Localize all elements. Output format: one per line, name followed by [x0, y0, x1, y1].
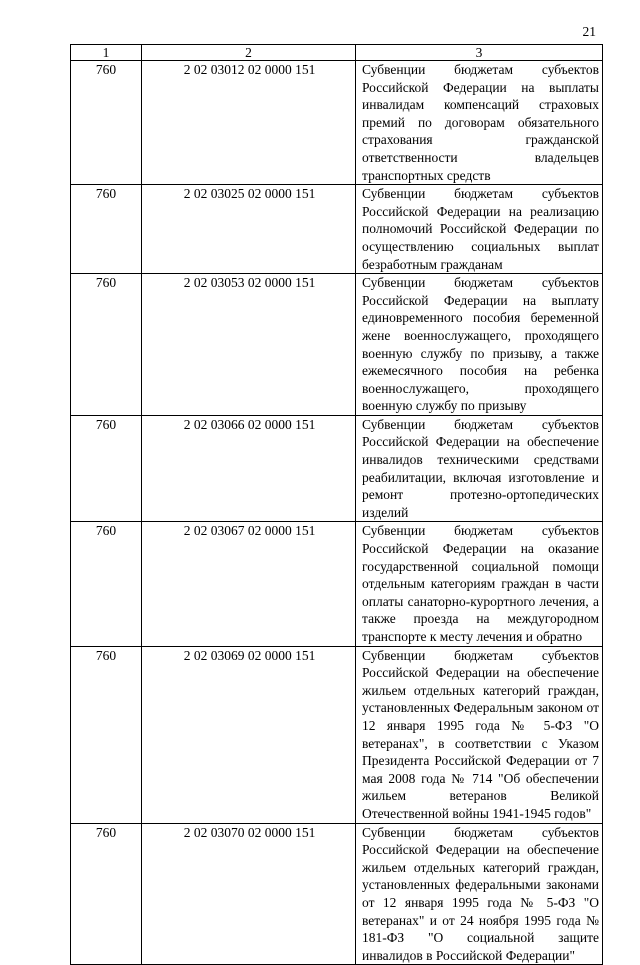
table-row [71, 61, 603, 185]
admin-code-cell: 760 [71, 522, 142, 646]
budget-code-cell: 2 02 03066 02 0000 151 [142, 415, 356, 522]
table-body [71, 61, 603, 965]
admin-code-cell: 760 [71, 823, 142, 965]
table-header [71, 45, 603, 61]
revenue-name-cell: Субвенции бюджетам субъектов Российской Федерации на выплату единовременного пособия беременной жене военнослужащего, проходящего военную службу по призыву, а также ежемесячного пособия на ребенка военнослужащего, проходящего военную службу по призыву [356, 274, 603, 416]
header-col-1: 1 [71, 45, 142, 61]
budget-code-cell: 2 02 03012 02 0000 151 [142, 61, 356, 185]
admin-code-cell: 760 [71, 274, 142, 416]
revenue-name-cell: Субвенции бюджетам субъектов Российской Федерации на обеспечение инвалидов техническими средствами реабилитации, включая изготовление и ремонт протезно-ортопедических изделий [356, 415, 603, 522]
admin-code-cell: 760 [71, 61, 142, 185]
table-row [71, 522, 603, 646]
budget-code-cell: 2 02 03069 02 0000 151 [142, 646, 356, 823]
budget-code-cell: 2 02 03067 02 0000 151 [142, 522, 356, 646]
table-row [71, 274, 603, 416]
revenue-name-cell: Субвенции бюджетам субъектов Российской Федерации на выплаты инвалидам компенсаций страховых премий по договорам обязательного страхования гражданской ответственности владельцев транспортных средств [356, 61, 603, 185]
revenue-name-cell: Субвенции бюджетам субъектов Российской Федерации на обеспечение жильем отдельных категорий граждан, установленных федеральными законами от 12 января 1995 года № 5-ФЗ "О ветеранах" и от 24 ноября 1995 года № 181-ФЗ "О социальной защите инвалидов в Российской Федерации" [356, 823, 603, 965]
table-row [71, 415, 603, 522]
admin-code-cell: 760 [71, 646, 142, 823]
admin-code-cell: 760 [71, 415, 142, 522]
header-col-3: 3 [356, 45, 603, 61]
budget-code-cell: 2 02 03070 02 0000 151 [142, 823, 356, 965]
revenue-name-cell: Субвенции бюджетам субъектов Российской Федерации на оказание государственной социальной помощи отдельным категориям граждан в части оплаты санаторно-курортного лечения, а также проезда на междугородном транспорте к месту лечения и обратно [356, 522, 603, 646]
header-col-2: 2 [142, 45, 356, 61]
budget-code-cell: 2 02 03025 02 0000 151 [142, 185, 356, 274]
revenue-name-cell: Субвенции бюджетам субъектов Российской Федерации на обеспечение жильем отдельных категорий граждан, установленных Федеральным законом от 12 января 1995 года № 5-ФЗ "О ветеранах", в соответствии с Указом Президента Российской Федерации от 7 мая 2008 года № 714 "Об обеспечении жильем ветеранов Великой Отечественной войны 1941-1945 годов" [356, 646, 603, 823]
table-row [71, 185, 603, 274]
table-row [71, 646, 603, 823]
page-number: 21 [582, 24, 596, 39]
budget-code-cell: 2 02 03053 02 0000 151 [142, 274, 356, 416]
table-header-row [71, 45, 603, 61]
table-row [71, 823, 603, 965]
budget-classification-table [70, 44, 603, 965]
revenue-name-cell: Субвенции бюджетам субъектов Российской Федерации на реализацию полномочий Российской Федерации по осуществлению социальных выплат безработным гражданам [356, 185, 603, 274]
admin-code-cell: 760 [71, 185, 142, 274]
